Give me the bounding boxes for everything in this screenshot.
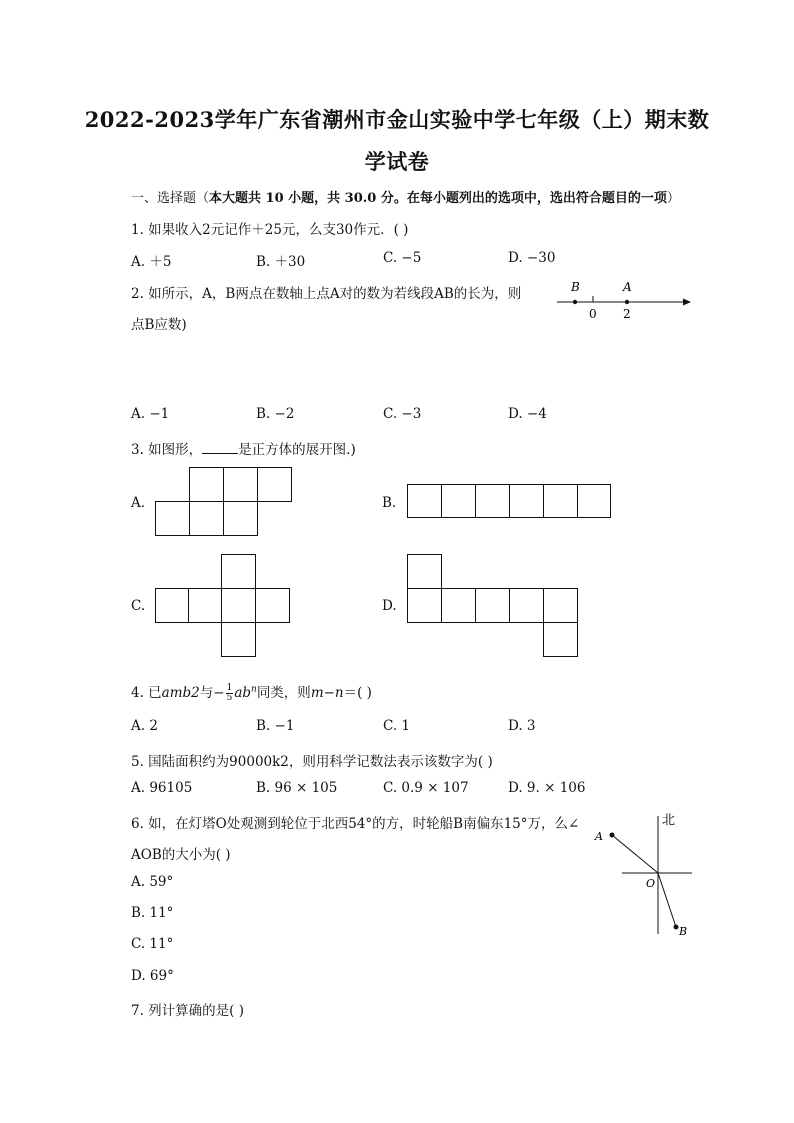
label-a: A xyxy=(595,830,603,843)
section-prefix: 一、选择题（ xyxy=(131,191,210,206)
label-b: B xyxy=(571,280,580,294)
label-o: O xyxy=(646,877,656,890)
tick-label-0: 0 xyxy=(589,307,597,321)
q3-option-c-label[interactable]: C. xyxy=(131,598,146,614)
q5-option-d[interactable]: D. 9. × 106 xyxy=(508,780,586,796)
label-b: B xyxy=(679,925,688,938)
q3-prefix: 3. 如图形， xyxy=(131,442,203,458)
q4-exponent: n xyxy=(251,684,257,695)
q4-expr3: m−n xyxy=(310,685,344,701)
q4-prefix: 4. 已 xyxy=(131,685,162,701)
q2-option-d[interactable]: D. −4 xyxy=(508,406,547,422)
point-b xyxy=(573,300,577,304)
question-3-text xyxy=(131,438,356,458)
ray-ob xyxy=(658,873,676,927)
q4-option-a[interactable]: A. 2 xyxy=(131,718,158,734)
q2-option-a[interactable]: A. −1 xyxy=(131,406,170,422)
north-label: 北 xyxy=(662,813,676,828)
exam-title-line2: 学试卷 xyxy=(364,149,430,174)
q4-frac-num: 1 xyxy=(226,683,233,693)
q1-option-b[interactable]: B. ＋30 xyxy=(256,254,306,270)
q3-net-b[interactable] xyxy=(406,483,612,519)
compass-figure xyxy=(592,806,702,942)
q3-option-b-label[interactable]: B. xyxy=(382,495,397,511)
tick-label-2: 2 xyxy=(623,307,631,321)
point-a xyxy=(625,300,629,304)
question-2-line2: 点B应数) xyxy=(131,317,187,333)
question-1-text: 1. 如果收入2元记作＋25元，么支30作元．( ) xyxy=(131,222,409,238)
q4-fraction xyxy=(226,684,234,703)
question-5-text: 5. 国陆面积约为90000k2，则用科学记数法表示该数字为( ) xyxy=(131,754,493,770)
point-b-dot xyxy=(674,925,679,930)
section-header xyxy=(131,187,680,206)
q3-net-d[interactable] xyxy=(406,553,582,659)
q3-option-d-label[interactable]: D. xyxy=(382,598,397,614)
q1-option-a[interactable]: A. ＋5 xyxy=(131,254,172,270)
q4-mid: 与− xyxy=(199,685,225,701)
q5-option-b[interactable]: B. 96 × 105 xyxy=(256,780,338,796)
q5-option-c[interactable]: C. 0.9 × 107 xyxy=(383,780,469,796)
axis-arrow-icon xyxy=(683,299,691,306)
ray-oa xyxy=(612,835,658,873)
q3-net-c[interactable] xyxy=(154,553,294,659)
q4-expr2: ab xyxy=(234,685,252,701)
section-suffix: ） xyxy=(666,191,680,206)
number-line-figure xyxy=(555,276,695,324)
question-6-line2: AOB的大小为( ) xyxy=(131,847,231,863)
q3-option-a-label[interactable]: A. xyxy=(131,495,146,511)
q4-frac-den: 5 xyxy=(226,693,233,703)
exam-title-line1: 2022-2023学年广东省潮州市金山实验中学七年级（上）期末数 xyxy=(84,107,710,132)
q6-option-b[interactable]: B. 11° xyxy=(131,905,174,921)
q4-suffix: 同类，则 xyxy=(256,685,311,701)
q3-blank xyxy=(202,441,238,454)
q4-expr1: amb2 xyxy=(161,685,200,701)
q4-option-c[interactable]: C. 1 xyxy=(383,718,411,734)
q6-option-c[interactable]: C. 11° xyxy=(131,936,174,952)
q1-option-c[interactable]: C. −5 xyxy=(383,250,422,266)
question-7-text: 7. 列计算确的是( ) xyxy=(131,1003,244,1019)
q2-option-b[interactable]: B. −2 xyxy=(256,406,295,422)
label-a: A xyxy=(623,280,632,294)
section-description: 本大题共 10 小题，共 30.0 分。在每小题列出的选项中，选出符合题目的一项 xyxy=(209,191,667,206)
point-a-dot xyxy=(610,833,615,838)
q4-option-d[interactable]: D. 3 xyxy=(508,718,536,734)
q3-net-a[interactable] xyxy=(154,466,294,538)
q4-option-b[interactable]: B. −1 xyxy=(256,718,295,734)
question-2-line1: 2. 如所示，A，B两点在数轴上点A对的数为若线段AB的长为，则 xyxy=(131,286,522,302)
q4-end: ＝( ) xyxy=(343,685,372,701)
q6-option-a[interactable]: A. 59° xyxy=(131,874,174,890)
question-4-text xyxy=(131,681,372,703)
q3-suffix: 是正方体的展开图.) xyxy=(238,442,356,458)
q1-option-d[interactable]: D. −30 xyxy=(508,250,556,266)
q6-option-d[interactable]: D. 69° xyxy=(131,968,174,984)
question-6-line1: 6. 如，在灯塔O处观测到轮位于北西54°的方，时轮船B南偏东15°万，么∠ xyxy=(131,816,580,832)
q5-option-a[interactable]: A. 96105 xyxy=(131,780,193,796)
q2-option-c[interactable]: C. −3 xyxy=(383,406,422,422)
